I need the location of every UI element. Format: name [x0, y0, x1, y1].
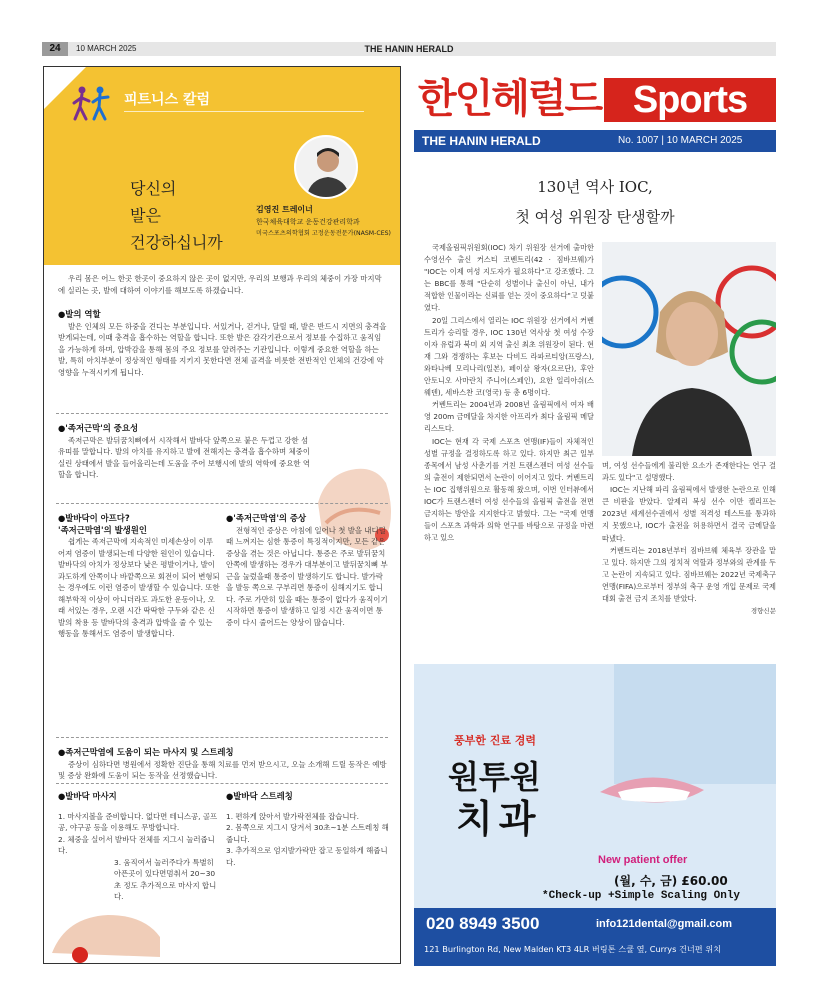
section-role-heading: ●발의 역할: [58, 309, 101, 319]
headline-line-2: 첫 여성 위원장 탄생할까: [515, 208, 675, 226]
offer-note: *Check-up +Simple Scaling Only: [542, 890, 741, 902]
bar-name: THE HANIN HERALD: [422, 134, 541, 148]
author-affil-1: 한국체육대학교 운동건강관리학과: [256, 218, 360, 226]
masthead: THE HANIN HERALD: [364, 44, 454, 54]
massage-step-3: 3. 움직여서 눌러주다가 특별히 아픈곳이 있다면멈춰서 20~30초 정도 추가적으로 마사지 합니다.: [114, 857, 217, 901]
author-portrait-icon: [296, 137, 358, 199]
stretch-step-3: 3. 추가적으로 엄지발가락만 잡고 동일하게 해줍니다.: [226, 846, 388, 867]
section-role: [58, 309, 388, 378]
divider: [56, 413, 388, 414]
ad-address: 121 Burlington Rd, New Malden KT3 4LR 버링톤 스쿨 옆, Currys 건너편 위치: [424, 944, 722, 954]
massage-step-1: 1. 마사지볼을 준비합니다. 없다면 테니스공, 골프공, 야구공 등을 이용해도 무방합니다.: [58, 811, 218, 832]
dental-ad: [414, 664, 776, 966]
section-help-text: 증상이 심하다면 병원에서 정확한 진단을 통해 치료를 먼저 받으시고, 오늘 소개해 드릴 동작은 예방 및 증상 완화에 도움이 되는 동작을 선정했습니다.: [58, 759, 387, 780]
article-para-4: IOC는 현재 각 국제 스포츠 연맹(IF)들이 자체적인 성별 규정을 결정하도록 하고 있다. 하지만 최근 일부 종목에서 남성 사춘기를 거친 트랜스젠더 여성 선수들의 출전이 제한되면서 논란이 이어지고 있다. 커벤트리는 IOC 집행위원으로 활동해 왔으며, 이번 인터뷰에서 IOC가 트랜스젠더 여성 선수들의 올림픽 출전을 전면 금지하는 방안을 지지한다고 밝혔다. 그는 "국제 연맹들이 스포츠 과학과 의학 연구를 바탕으로 규정을 마련하고 있으: [424, 436, 594, 543]
column-title: [130, 175, 223, 256]
section-cause-heading-1: ●발바닥이 아프다?: [58, 513, 130, 523]
divider: [56, 503, 388, 504]
section-cause: [58, 513, 220, 640]
clinic-name-1: 원투원: [448, 758, 541, 796]
stretch-step-1: 1. 편하게 앉아서 발가락전체를 잡습니다.: [226, 811, 360, 821]
section-role-text: 발은 인체의 모든 하중을 견디는 부분입니다. 서있거나, 걷거나, 달릴 때, 발은 반드시 지면의 충격을 받게되는데, 이때 충격을 흡수하는 역할을 합니다. 또한 발은 감각기관으로서 정보를 수집하고 움직임을 가능하게 하며, 압박감을 통해 몸의 주요 정보를 알려주는 기관입니다. 이렇게 중요한 역할을 하는 발, 특히 아치부분이 정상적인 형태를 지키지 못한다면 전체 골격을 비롯한 전반적인 인체의 건강에 악영향을 누적시키게 됩니다.: [58, 321, 387, 377]
article-para-3: 커벤트리는 2004년과 2008년 올림픽에서 여자 배영 200m 금메달을 차지한 아프리카 최다 올림픽 메달리스트다.: [424, 400, 594, 434]
coventry-portrait-icon: [602, 242, 776, 456]
bar-issue: No. 1007 | 10 MARCH 2025: [618, 135, 743, 146]
section-cause-heading-2: '족저근막염'의 발생원인: [58, 524, 147, 535]
clinic-name-2: 치과: [456, 797, 542, 841]
logo-sports: Sports: [604, 78, 776, 122]
article-para-7: 커벤트리는 2018년부터 짐바브웨 체육부 장관을 맡고 있다. 하지만 그의 정치적 역할과 정부와의 관계를 두고 논란이 지속되고 있다. 짐바브웨는 2022년 국제축구연맹(FIFA)으로부터 정부의 축구 운영 개입 문제로 국제 대회 출전 금지 조치를 받았다.: [602, 545, 776, 604]
ad-phone: 020 8949 3500: [426, 914, 540, 933]
intro-text: 우리 몸은 어느 한곳 한곳이 중요하지 않은 곳이 없지만, 우리의 보행과 우리의 체중이 가장 마지막에 실리는 곳, 발에 대하여 이야기를 해보도록 하겠습니다.: [58, 274, 382, 295]
runners-icon: [66, 85, 118, 125]
section-symptom-heading: ●'족저근막염'의 증상: [226, 513, 307, 523]
issue-date: 10 MARCH 2025: [76, 44, 137, 53]
section-fascia-text: 족저근막은 발뒤꿈치뼈에서 시작해서 발바닥 앞쪽으로 붙은 두껍고 강한 섬유띠를 말합니다. 발의 아치를 유지하고 발에 전해지는 충격을 흡수하며 체중이 실린 상태에서 발을 들어올리는데 도움을 주어 보행시에 발의 역학에 중요한 역할을 합니다.: [58, 435, 310, 479]
stretch-heading: ●발바닥 스트레칭: [226, 791, 293, 801]
title-line-3: 건강하십니까: [130, 233, 223, 252]
section-help: [58, 747, 388, 782]
author-affil-2: 미국스포츠의학협회 고정운동전문가(NASM-CES): [256, 230, 391, 237]
column-intro: [58, 273, 388, 296]
sports-logo: [414, 72, 776, 130]
page-number: 24: [42, 42, 68, 56]
column-tag: 피트니스 칼럼: [124, 92, 211, 108]
column-hero: [44, 67, 400, 265]
sports-bar: [414, 130, 776, 152]
ad-contact-bar: [414, 908, 776, 966]
divider: [56, 783, 388, 784]
article-byline: 경향신문: [750, 607, 776, 616]
article-headline: [414, 172, 776, 232]
author-photo: [294, 135, 358, 199]
section-stretch: [226, 791, 390, 868]
title-line-2: 발은: [130, 206, 161, 225]
section-symptom-text: 전형적인 증상은 아침에 일어나 첫 발을 내디딜 때 느껴지는 심한 통증이 특징적이지만, 모든 같은 증상을 겪는 것은 아닙니다. 통증은 주로 발뒤꿈치 안쪽에 발생하는 경우가 대부분이고 발뒤꿈치뼈 부근을 눌렀을때 통증이 발생하기도 합니다. 발가락을 발등 쪽으로 구부리면 통증이 심해지기도 합니다. 주로 가만히 있을 때는 통증이 없다가 움직이기 시작하면 통증이 발생하고 일정 시간 움직이면 통증이 다시 줄어드는 양상이 많습니다.: [226, 525, 388, 627]
article-col-1: [424, 242, 594, 544]
article-para-5: 며, 여성 선수들에게 불리한 요소가 존재한다는 연구 결과도 있다"고 설명했다.: [602, 461, 776, 483]
page-header: [42, 42, 776, 56]
author-credit: [256, 204, 398, 240]
logo-korean: 한인헤럴드: [418, 76, 602, 122]
foot-on-ball-icon: [48, 897, 164, 963]
title-line-1: 당신의: [130, 179, 177, 198]
article-para-1: 국제올림픽위원회(IOC) 차기 위원장 선거에 출마한 수영선수 출신 커스티 코벤트리(42 · 짐바브웨)가 "IOC는 이제 여성 지도자가 필요하다"고 강조했다. 그는 BBC를 통해 "단순히 성별이나 출신이 아닌, 내가 적합한 인물이라는 신뢰를 얻는 것이 중요하다"고 덧붙였다.: [424, 243, 594, 313]
headline-line-1: 130년 역사 IOC,: [537, 178, 653, 196]
ad-email: info121dental@gmail.com: [596, 918, 733, 930]
massage-heading: ●발바닥 마사지: [58, 791, 117, 801]
article-para-2: 20일 그리스에서 열리는 IOC 위원장 선거에서 커벤트리가 승리할 경우, IOC 130년 역사상 첫 여성 수장이자 유럽과 북미 외 지역 출신 최초 위원장이 된다. 현재 그와 경쟁하는 후보는 다비드 라파르티앙(프랑스), 와타나베 모리나리(일본), 페이살 왕자(요르단), 후안 안토니오 사마란치 주니어(스페인), 요한 일리아쉬(스웨덴), 세바스찬 코(영국) 등 총 6명이다.: [424, 315, 594, 398]
article-col-2: [602, 460, 776, 617]
section-fascia: [58, 423, 314, 481]
tag-rule: [124, 111, 364, 112]
offer-title: New patient offer: [598, 854, 688, 866]
offer-price: (월, 수, 금) £60.00: [614, 874, 728, 888]
author-name: 김영진 트레이너: [256, 205, 313, 214]
section-cause-text: 쉽게는 족저근막에 지속적인 미세손상이 이루어져 염증이 발생되는데 다양한 원인이 있습니다. 발바닥의 아치가 정상보다 낮은 평발이거나, 발이 과도하게 안쪽이나 바깥쪽으로 회전이 되어 변형되는 경우에도 이런 염증이 발생할 수 있습니다. 또한 해부학적 이상이 아니더라도 과도한 운동이나, 오래 서있는 경우, 오랜 시간 딱딱한 구두와 같은 신발의 착용 등 발바닥의 충격과 압박을 줄 수 있는 행동을 통해서도 염증이 발생합니다.: [58, 537, 220, 638]
article-photo: [602, 242, 776, 456]
section-symptom: [226, 513, 390, 628]
section-fascia-heading: ●'족저근막'의 중요성: [58, 423, 139, 433]
ad-subtitle: 풍부한 진료 경력: [454, 734, 537, 747]
fitness-column: [43, 66, 401, 964]
section-help-heading: ●족저근막염에 도움이 되는 마사지 및 스트레칭: [58, 747, 234, 757]
article-para-6: IOC는 지난해 파리 올림픽에서 발생한 논란으로 인해 큰 비판을 받았다. 알제리 복싱 선수 이만 켈리프는 2023년 세계선수권에서 성별 적격성 테스트를 통과하지 못했으나, IOC가 출전을 허용하면서 결국 금메달을 따냈다.: [602, 485, 776, 543]
stretch-step-2: 2. 몸쪽으로 지그시 당겨서 30초~1분 스트레칭 해줍니다.: [226, 823, 389, 844]
divider: [56, 737, 388, 738]
massage-step-2: 2. 체중을 실어서 발바닥 전체를 지그시 눌러줍니다.: [58, 834, 215, 855]
section-massage: [58, 791, 220, 903]
